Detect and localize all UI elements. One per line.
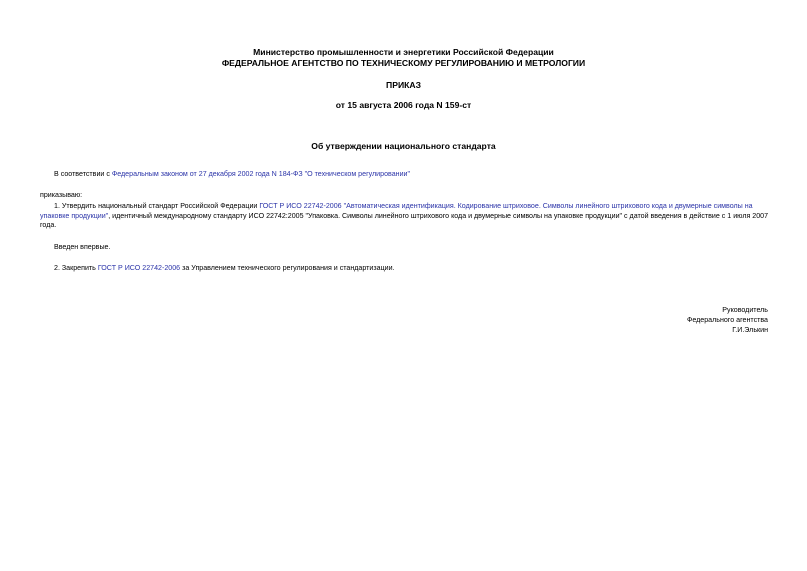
gost-standard-link-2[interactable]: ГОСТ Р ИСО 22742-2006: [97, 264, 181, 272]
document-date-number: от 15 августа 2006 года N 159-ст: [335, 100, 472, 110]
federal-law-link[interactable]: Федеральным законом от 27 декабря 2002 года N 184-ФЗ "О техническом регулировании": [111, 170, 411, 178]
document-type: ПРИКАЗ: [386, 80, 421, 90]
document-title: Об утверждении национального стандарта: [311, 141, 496, 151]
signature-title: Руководитель: [722, 306, 768, 314]
ministry-heading: Министерство промышленности и энергетики Российской Федерации: [253, 47, 554, 57]
order-word: приказываю:: [40, 191, 83, 199]
signature-agency: Федерального агентства: [686, 316, 768, 324]
gost-standard-title: "Автоматическая идентификация. Кодирование штриховое. Символы линейного штрихового кода и двумерные символы на упаковке продукции": [40, 202, 753, 220]
item1-rest: , идентичный международному стандарту ИСО 22742:2005 "Упаковка. Символы линейного штрихового кода и двумерные символы на упаковке продукции" с датой введения в действие с 1 июля 2007 года.: [40, 211, 769, 230]
item1-prefix: 1. Утвердить национальный стандарт Российской Федерации: [54, 202, 260, 210]
agency-heading: ФЕДЕРАЛЬНОЕ АГЕНТСТВО ПО ТЕХНИЧЕСКОМУ РЕГУЛИРОВАНИЮ И МЕТРОЛОГИИ: [221, 58, 586, 68]
intro-paragraph: [54, 170, 410, 180]
introduced-first-note: Введен впервые.: [54, 243, 111, 251]
signature-name: Г.И.Элькин: [732, 326, 768, 334]
item1-paragraph: [40, 202, 770, 231]
intro-prefix: В соответствии с: [54, 170, 112, 178]
item2-prefix: 2. Закрепить: [54, 264, 98, 272]
item2-paragraph: [54, 264, 395, 274]
item2-rest: за Управлением технического регулирования и стандартизации.: [180, 264, 395, 272]
gost-standard-code: ГОСТ Р ИСО 22742-2006: [259, 202, 342, 210]
